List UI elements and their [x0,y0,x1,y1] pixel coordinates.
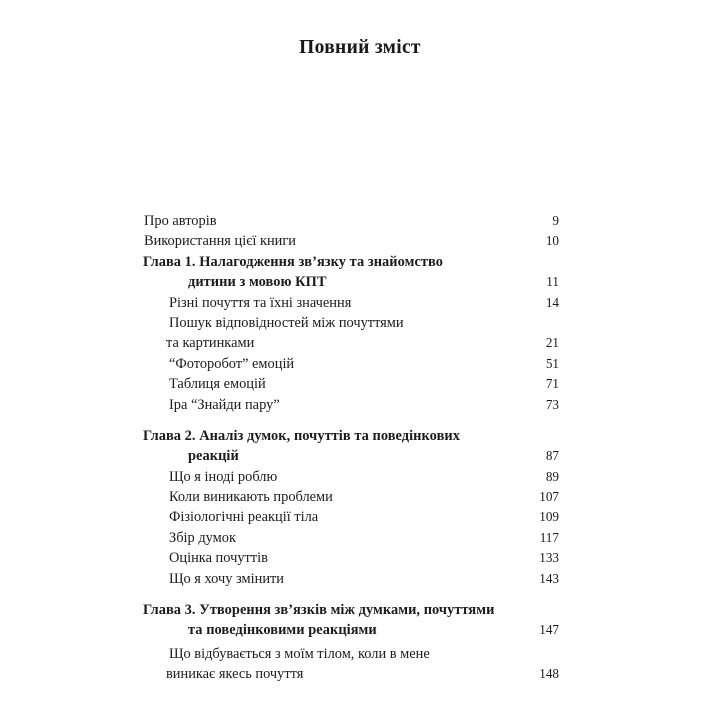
toc-entry[interactable] [143,231,559,251]
toc-entry-label: реакцій [188,448,239,465]
toc-entry[interactable] [143,211,559,231]
toc-entry[interactable] [143,252,559,272]
toc-entry-label: та картинками [166,335,255,352]
toc-entry-label: дитини з мовою КПТ [188,274,327,291]
toc-entry[interactable] [143,569,559,589]
toc-entry-label: Глава 1. Налагодження зв’язку та знайомство [143,253,443,270]
toc-entry[interactable] [143,487,559,507]
toc-entry-page-number: 9 [552,213,559,228]
toc-entry[interactable] [143,507,559,527]
toc-entry-page-number: 87 [545,448,559,464]
toc-entry-label: Глава 2. Аналіз думок, почуттів та поведінкових [143,427,460,444]
toc-entry-label: Фізіологічні реакції тіла [169,509,319,526]
toc-entry[interactable] [143,528,559,548]
toc-entry-page-number: 10 [545,233,559,249]
toc-entry-label: Використання цієї книги [144,233,296,250]
toc-entry[interactable] [143,467,559,487]
toc-entry-page-number: 117 [539,529,559,545]
toc-entry-label: та поведінковими реакціями [188,622,377,639]
toc-entry-page-number: 89 [545,468,559,484]
toc-entry-label: Збір думок [169,529,236,546]
toc-entry[interactable] [143,374,559,394]
toc-entry-label: Різні почуття та їхні значення [169,294,352,311]
page-title: Повний зміст [299,37,421,58]
toc-entry-label: Глава 3. Утворення зв’язків між думками, почуттями [143,602,495,619]
toc-entry-page-number: 73 [545,396,559,412]
toc-entry-page-number: 14 [545,294,559,310]
toc-entry-page-number: 148 [539,666,559,682]
toc-entry-label: Іра “Знайди пару” [169,396,280,413]
toc-entry[interactable] [143,446,559,466]
toc-entry[interactable] [143,426,559,446]
toc-entry-label: виникає якесь почуття [166,666,304,683]
toc-entry-page-number: 107 [539,489,559,505]
toc-entry-label: Оцінка почуттів [169,550,268,567]
toc-entry-page-number: 11 [546,274,559,290]
toc-entry-page-number: 147 [539,622,559,638]
toc-entry[interactable] [143,600,559,620]
toc-entry[interactable] [143,333,559,353]
toc-entry-page-number: 21 [545,335,559,351]
toc-entry[interactable] [143,620,559,640]
toc-entry[interactable] [143,354,559,374]
toc-entry[interactable] [143,293,559,313]
toc-entry-label: Що відбувається з моїм тілом, коли в мене [169,645,430,662]
toc-entry-label: Коли виникають проблеми [169,489,333,506]
toc-entry-page-number: 133 [539,550,559,566]
toc-entry-label: Таблиця емоцій [169,376,266,393]
toc-entry-page-number: 71 [545,376,559,392]
toc-entry-label: Що я іноді роблю [169,468,278,485]
toc-entry[interactable] [143,548,559,568]
toc-entry[interactable] [143,272,559,292]
toc-entry-label: Пошук відповідностей між почуттями [169,314,404,331]
toc-entry[interactable] [143,313,559,333]
toc-entry-page-number: 51 [545,355,559,371]
toc-entry-page-number: 109 [539,509,559,525]
table-of-contents [143,211,559,685]
toc-entry-page-number: 143 [539,570,559,586]
toc-entry[interactable] [143,664,559,684]
toc-entry-label: “Фоторобот” емоцій [169,355,295,372]
toc-entry[interactable] [143,395,559,415]
toc-entry[interactable] [143,644,559,664]
toc-entry-label: Про авторів [144,213,217,229]
toc-entry-label: Що я хочу змінити [169,570,285,587]
